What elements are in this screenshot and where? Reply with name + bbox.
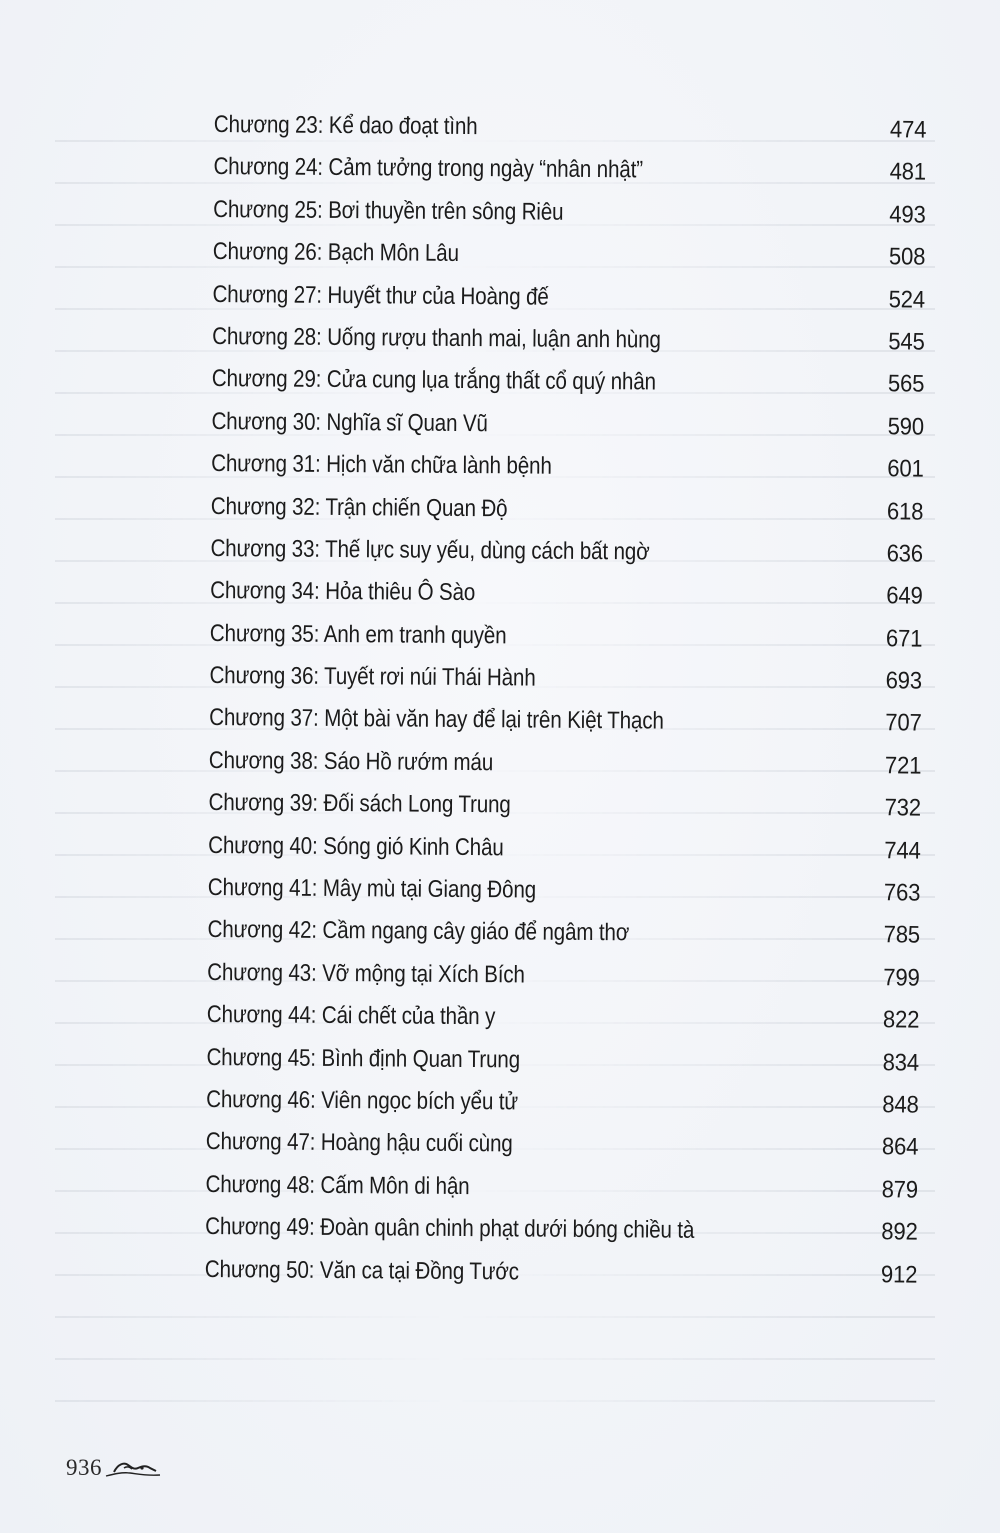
chapter-page-number: 799 <box>882 964 920 992</box>
chapter-page-number: 912 <box>880 1260 917 1289</box>
page-footer <box>66 1448 164 1488</box>
chapter-title: Chương 25: Bơi thuyền trên sông Riêu <box>213 195 564 226</box>
toc-entry <box>212 274 938 322</box>
toc-entry <box>206 1121 932 1169</box>
toc-entry <box>207 909 933 957</box>
chapter-title: Chương 50: Văn ca tại Đồng Tước <box>204 1255 519 1285</box>
toc-entry <box>207 952 933 1000</box>
chapter-page-number: 744 <box>883 836 921 865</box>
chapter-title: Chương 30: Nghĩa sĩ Quan Vũ <box>211 407 488 437</box>
toc-entry <box>208 782 934 830</box>
chapter-page-number: 721 <box>884 752 921 780</box>
chapter-title: Chương 34: Hỏa thiêu Ô Sào <box>210 577 476 607</box>
toc-entry <box>206 1037 932 1085</box>
chapter-page-number: 732 <box>884 794 921 822</box>
toc-entry <box>211 443 937 491</box>
toc-entry <box>208 825 934 873</box>
chapter-page-number: 864 <box>881 1133 918 1161</box>
chapter-title: Chương 42: Cầm ngang cây giáo để ngâm thơ <box>207 916 630 947</box>
chapter-page-number: 879 <box>881 1176 918 1204</box>
chapter-page-number: 524 <box>888 285 925 314</box>
chapter-page-number: 649 <box>885 582 923 610</box>
toc-entry <box>212 358 938 406</box>
chapter-title: Chương 43: Vỡ mộng tại Xích Bích <box>207 958 525 989</box>
chapter-page-number: 590 <box>887 413 924 441</box>
chapter-title: Chương 48: Cấm Môn di hận <box>205 1170 470 1200</box>
chapter-title: Chương 36: Tuyết rơi núi Thái Hành <box>209 662 536 692</box>
chapter-page-number: 848 <box>881 1091 919 1119</box>
chapter-page-number: 565 <box>887 370 924 398</box>
toc-entry <box>213 146 939 194</box>
toc-entry <box>214 104 940 152</box>
chapter-page-number: 834 <box>882 1048 919 1077</box>
chapter-page-number: 785 <box>883 921 920 949</box>
chapter-title: Chương 24: Cảm tưởng trong ngày “nhân nhật” <box>213 153 643 184</box>
chapter-page-number: 493 <box>888 201 926 229</box>
chapter-title: Chương 38: Sáo Hồ rướm máu <box>208 746 494 777</box>
chapter-page-number: 671 <box>885 624 922 653</box>
toc-entry <box>210 570 936 618</box>
toc-entry <box>209 697 935 745</box>
chapter-page-number: 707 <box>884 709 922 738</box>
toc-entry <box>207 994 933 1042</box>
toc-entry <box>212 316 938 364</box>
toc-entry <box>211 486 937 534</box>
chapter-title: Chương 28: Uống rượu thanh mai, luận anh hùng <box>212 322 661 354</box>
chapter-title: Chương 32: Trận chiến Quan Độ <box>210 492 508 522</box>
chapter-page-number: 822 <box>882 1006 919 1034</box>
chapter-title: Chương 47: Hoàng hậu cuối cùng <box>205 1128 513 1158</box>
brush-flourish-icon <box>104 1456 164 1487</box>
chapter-page-number: 693 <box>885 667 922 695</box>
chapter-title: Chương 23: Kể dao đoạt tình <box>213 110 478 141</box>
chapter-page-number: 508 <box>888 243 925 271</box>
chapter-title: Chương 27: Huyết thư của Hoàng đế <box>212 280 549 311</box>
toc-entry <box>210 613 936 661</box>
chapter-title: Chương 35: Anh em tranh quyền <box>209 619 507 650</box>
toc-entry <box>208 867 934 915</box>
chapter-title: Chương 40: Sóng gió Kinh Châu <box>208 831 504 861</box>
chapter-page-number: 636 <box>886 540 923 568</box>
chapter-title: Chương 31: Hịch văn chữa lành bệnh <box>211 450 552 480</box>
chapter-title: Chương 45: Bình định Quan Trung <box>206 1043 521 1074</box>
chapter-title: Chương 46: Viên ngọc bích yểu tử <box>206 1085 519 1116</box>
toc-entry <box>209 740 935 788</box>
chapter-title: Chương 33: Thế lực suy yếu, dùng cách bất ngờ <box>210 534 650 566</box>
chapter-page-number: 481 <box>889 158 926 186</box>
chapter-title: Chương 49: Đoàn quân chinh phạt dưới bóng chiều tà <box>205 1213 695 1244</box>
toc-entry <box>205 1164 931 1212</box>
toc-entry <box>209 655 935 703</box>
table-of-contents <box>205 104 940 1297</box>
toc-entry <box>213 189 939 237</box>
toc-entry <box>213 231 939 279</box>
chapter-title: Chương 44: Cái chết của thần y <box>206 1001 496 1031</box>
toc-entry <box>205 1249 931 1297</box>
toc-entry <box>210 528 936 576</box>
toc-entry <box>205 1206 931 1254</box>
chapter-page-number: 545 <box>887 328 925 356</box>
toc-entry <box>206 1079 932 1127</box>
chapter-page-number: 892 <box>880 1218 918 1246</box>
chapter-title: Chương 29: Cửa cung lụa trắng thất cổ quý nhân <box>211 365 656 396</box>
chapter-page-number: 618 <box>886 497 923 526</box>
toc-entry <box>211 401 937 449</box>
chapter-title: Chương 26: Bạch Môn Lâu <box>212 238 459 268</box>
page-number: 936 <box>66 1455 102 1480</box>
chapter-page-number: 601 <box>886 455 924 483</box>
chapter-page-number: 474 <box>889 116 926 144</box>
chapter-page-number: 763 <box>883 879 920 907</box>
chapter-title: Chương 41: Mây mù tại Giang Đông <box>207 874 537 904</box>
chapter-title: Chương 39: Đối sách Long Trung <box>208 789 511 819</box>
chapter-title: Chương 37: Một bài văn hay để lại trên Kiệt Thạch <box>209 704 664 736</box>
